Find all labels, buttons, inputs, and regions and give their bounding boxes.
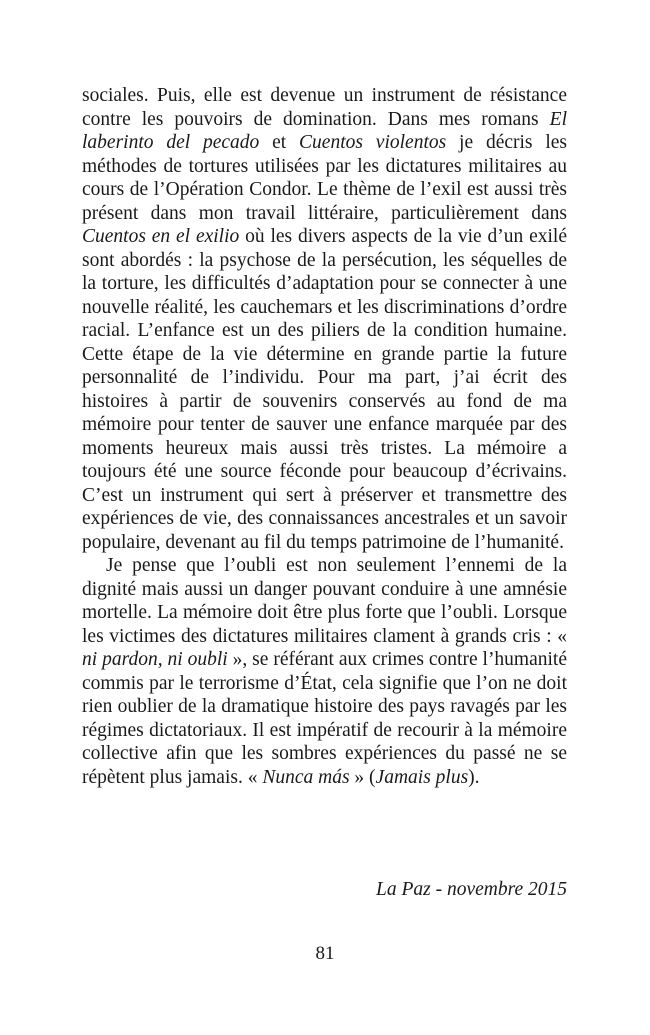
page-number: 81 <box>315 943 335 964</box>
text-segment: ). <box>468 766 480 788</box>
italic-text-segment: Nunca más <box>262 766 350 788</box>
text-segment: je décris les méthodes de tortures utilisées par les dictatures militaires au cours de l’Opération Condor. Le thème de l’exil est aussi très présent dans mon travail littéraire, particulièrement dans <box>82 132 567 224</box>
text-segment: où les divers aspects de la vie d’un exilé sont abordés : la psychose de la persécution, les séquelles de la torture, les difficultés d’adaptation pour se connecter à une nouvelle réalité, les cauchemars et les discriminations d’ordre racial. L’enfance est un des piliers de la condition humaine. Cette étape de la vie détermine en grande partie la future personnalité de l’individu. Pour ma part, j’ai écrit des histoires à partir de souvenirs conservés au fond de ma mémoire pour tenter de sauver une enfance marquée par des moments heureux mais aussi très tristes. La mémoire a toujours été une source féconde pour beaucoup d’écrivains. C’est un instrument qui sert à préserver et transmettre des expériences de vie, des connaissances ancestrales et un savoir populaire, devenant au fil du temps patrimoine de l’humanité. <box>82 226 567 553</box>
place-date-signature: La Paz - novembre 2015 <box>375 879 567 900</box>
italic-text-segment: Cuentos violentos <box>299 132 447 153</box>
text-segment: » ( <box>349 766 376 788</box>
text-segment: », se référant aux crimes contre l’humanité commis par le terrorisme d’État, cela signifie que l’on ne doit rien oublier de la dramatique histoire des pays ravagés par les régimes dictatoriaux. Il est impératif de recourir à la mémoire collective afin que les sombres expériences du passé ne se répètent plus jamais. « <box>82 649 568 788</box>
page-body <box>82 84 567 789</box>
paragraph <box>82 554 567 789</box>
text-segment: Je pense que l’oubli est non seulement l’ennemi de la dignité mais aussi un danger pouvant conduire à une amnésie mortelle. La mémoire doit être plus forte que l’oubli. Lorsque les victimes des dictatures militaires clament à grands cris : « <box>82 555 567 647</box>
italic-text-segment: El laberinto del pecado <box>82 108 567 153</box>
text-segment: et <box>259 132 300 153</box>
paragraph <box>82 84 567 554</box>
text-segment: sociales. Puis, elle est devenue un instrument de résistance contre les pouvoirs de domination. Dans mes romans <box>82 85 567 130</box>
italic-text-segment: ni pardon, ni oubli <box>82 649 228 670</box>
italic-text-segment: Jamais plus <box>375 766 469 788</box>
italic-text-segment: Cuentos en el exilio <box>82 226 240 247</box>
